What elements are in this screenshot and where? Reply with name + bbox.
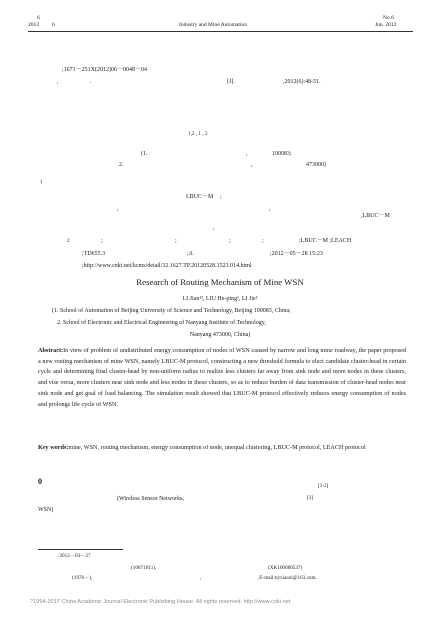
article-id: ;1671－251X(2012)06－0048－04 xyxy=(62,67,147,73)
doc-code: ;A xyxy=(187,251,193,257)
abstract-cn-sep-b: , xyxy=(269,206,271,212)
affil1-sep: , xyxy=(246,151,248,157)
keywords-cn-sep-2: ; xyxy=(175,238,177,244)
body-wsn-end: WSN) xyxy=(38,507,54,513)
keywords-cn-sep-4: ; xyxy=(262,238,264,244)
abstract-label: Abstract: xyxy=(38,347,64,354)
keywords-cn-sep-3: ; xyxy=(229,238,231,244)
affil2-code: 473000) xyxy=(306,162,326,168)
keywords-cn-mark: 2 xyxy=(67,238,70,244)
meta-sep-2: . xyxy=(90,79,92,85)
body-wsn: (Wireless Sensor Networks, xyxy=(117,496,184,502)
keywords-label: Key words: xyxy=(38,444,69,451)
copyright-line: ?1994-2017 China Academic Journal Electronic Publishing House. All rights reserved. http://www.cnki.net xyxy=(30,599,291,605)
author-email: ,E-mail:nyxiaozi@163.com. xyxy=(258,575,317,581)
abstract-cn-protocol-2: ,LBUC－M xyxy=(361,213,390,219)
author-marks: 1,2 , 1 , 2 xyxy=(188,131,208,137)
fund-number-2: (XK100080537) xyxy=(268,565,303,571)
english-title: Research of Routing Mechanism of Mine WSN xyxy=(136,277,304,287)
english-affiliation-1: (1. School of Automation of Beijing University of Science and Technology, Beijing 100083, China; xyxy=(52,308,291,314)
citation-type: [J]. xyxy=(227,79,235,85)
header-month: 6 xyxy=(52,22,55,28)
publish-time: ;2012－05－28 15:23 xyxy=(270,251,323,257)
keywords-text: mine, WSN, routing mechanism, energy consumption of node, unequal clustering, LBUC-M protocol, LEACH protocol xyxy=(68,444,366,451)
online-url: ;http://www.cnki.net/kcms/detail/32.1627.TP.20120528.1523.014.html xyxy=(82,263,252,269)
english-authors: LI Jian¹², LIU He-ping¹, LI Jie² xyxy=(182,296,258,302)
header-volume: 6 xyxy=(37,15,40,21)
header-issue: No.6 xyxy=(383,15,394,21)
body-ref-mark: [1-2] xyxy=(318,483,329,489)
affil2-sep: , xyxy=(251,162,253,168)
affil1-code: 100083; xyxy=(272,151,292,157)
affil1-open: (1. xyxy=(141,151,148,157)
english-keywords xyxy=(38,443,406,454)
received-date: :2012－03－27 xyxy=(58,553,91,559)
clc-number: ;TD655.3 xyxy=(82,251,106,257)
section-number: 0 xyxy=(38,477,42,486)
meta-sep-1: , xyxy=(57,79,59,85)
journal-name: Industry and Mine Automation xyxy=(179,22,247,28)
abstract-cn-protocol: LBUC－M xyxy=(186,194,214,200)
keywords-cn-sep-1: ; xyxy=(101,238,103,244)
english-affiliation-3: Nanyang 473000, China) xyxy=(189,332,251,338)
abstract-cn-sep-c: , xyxy=(213,225,215,231)
footnote-rule xyxy=(38,549,123,550)
affil2-open: 2. xyxy=(119,162,124,168)
abstract-cn-sep-a: , xyxy=(117,206,119,212)
body-ref-mark-2: [3] xyxy=(307,495,314,501)
abstract-cn-semicolon: ; xyxy=(220,194,222,200)
abstract-text: In view of problem of undistributed energy consumption of nodes of WSN caused by narrow and long mine roadway, the paper proposed a new routing mechanism of mine WSN, namely LBUC-M protocol, constructing a new threshold formula to elect candidate cluster-head in certain cycle and determining final cluster-head by non-uniform radius to realize less clusters far away from sink node and more nodes in these clusters, and vise versa, more clusters near sink node and less nodes in these clusters, so as to reduce burden of data transmission of cluster-head nodes near sink node and get goal of load balancing. The simulation result showed that LBUC-M protocol effectively reduces energy consumption of nodes and prolongs life cycle of WSN. xyxy=(38,347,406,408)
author-bio-sep: , xyxy=(200,575,202,581)
keywords-cn-terms: ;LBUC－M ;LEACH xyxy=(299,238,352,244)
citation-ref: ,2012(6):48-51. xyxy=(283,79,321,85)
abstract-cn-mark: 1 xyxy=(40,179,43,185)
fund-number: (10671011), xyxy=(131,565,157,571)
header-year: 2012 xyxy=(28,22,39,28)
header-date: Jun. 2012 xyxy=(375,22,397,28)
english-affiliation-2: 2. School of Electronic and Electrical Engineering of Nanyang Institute of Technology, xyxy=(57,320,266,326)
header-rule xyxy=(28,31,413,32)
english-abstract xyxy=(38,346,406,410)
author-bio: (1976－), xyxy=(72,575,93,581)
